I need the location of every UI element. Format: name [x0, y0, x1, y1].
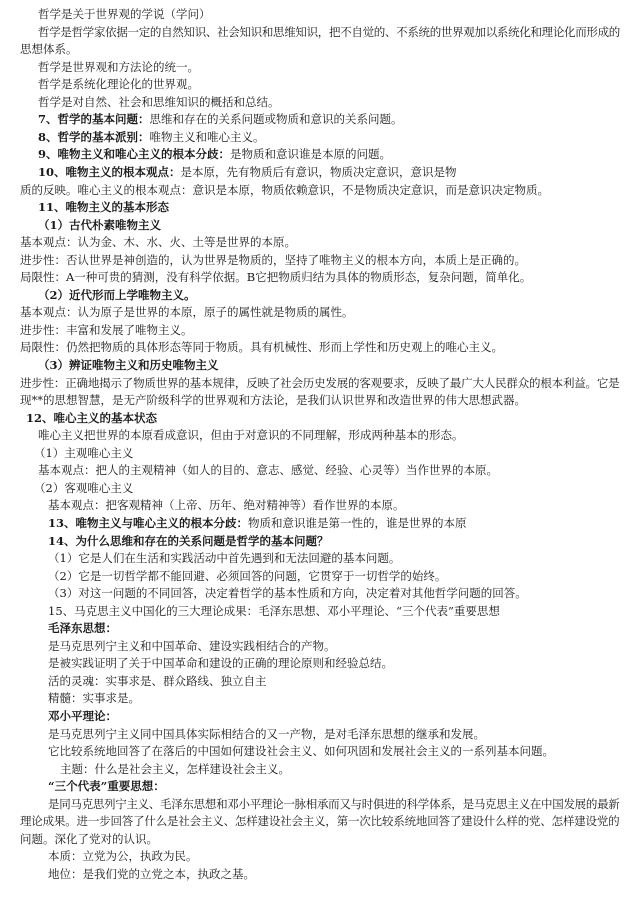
text-line — [20, 374, 620, 393]
line-text: 思想体系。 — [20, 42, 78, 57]
text-line — [48, 654, 393, 673]
line-text: 哲学是世界观和方法论的统一。 — [38, 59, 199, 74]
line-text: （2）客观唯心主义 — [34, 480, 134, 495]
text-line — [38, 145, 391, 164]
text-line — [48, 847, 198, 866]
line-heading: 9、唯物主义和唯心主义的根本分歧： — [38, 147, 230, 162]
line-text: 现**的思想智慧，是无产阶级科学的世界观和方法论，是我们认识世界和改造世界的伟大思想武器。 — [20, 393, 526, 408]
text-line — [38, 286, 196, 305]
line-text: 思维和存在的关系问题或物质和意识的关系问题。 — [149, 112, 403, 127]
text-line — [20, 251, 526, 270]
text-line — [20, 181, 549, 200]
text-line — [20, 268, 531, 287]
line-text: 主题：什么是社会主义，怎样建设社会主义。 — [60, 761, 290, 776]
text-line — [38, 426, 464, 445]
text-line — [60, 760, 290, 779]
line-heading: （1）古代朴素唯物主义 — [38, 217, 162, 232]
text-line — [48, 865, 255, 884]
text-line — [48, 637, 336, 656]
line-text: 局限性：仍然把物质的具体形态等同于物质。具有机械性、形而上学性和历史观上的唯心主义。 — [20, 340, 503, 355]
line-text: 基本观点：认为金、木、水、火、土等是世界的本原。 — [20, 235, 296, 250]
text-line — [38, 58, 199, 77]
line-text: 哲学是哲学家依据一定的自然知识、社会知识和思维知识，把不自觉的、不系统的世界观加以系统化和理论化而形成的 — [38, 24, 620, 39]
text-line — [38, 23, 620, 42]
text-line — [20, 830, 158, 849]
line-heading: 毛泽东思想： — [48, 621, 117, 636]
line-text: （1）主观唯心主义 — [34, 445, 134, 460]
line-text: 物质和意识谁是第一性的，谁是世界的本原 — [248, 515, 467, 530]
line-text: 进步性：丰富和发展了唯物主义。 — [20, 322, 193, 337]
text-line — [38, 5, 211, 24]
line-heading: “三个代表”重要思想： — [48, 779, 165, 794]
text-line — [20, 40, 78, 59]
line-text: 活的灵魂：实事求是、群众路线、独立自主 — [48, 673, 267, 688]
text-line — [34, 479, 133, 498]
text-line — [38, 128, 265, 147]
text-line — [38, 110, 403, 129]
line-heading: 14、为什么思维和存在的关系问题是哲学的基本问题？ — [48, 533, 329, 548]
text-line — [48, 496, 405, 515]
line-text: 基本观点：把人的主观精神（如人的目的、意志、感觉、经验、心灵等）当作世界的本原。 — [38, 463, 498, 478]
text-line — [38, 163, 457, 182]
text-line — [38, 93, 280, 112]
text-line — [20, 812, 620, 831]
line-text: 唯物主义和唯心主义。 — [149, 129, 265, 144]
text-line — [38, 356, 219, 375]
line-text: 是本原，先有物质后有意识，物质决定意识，意识是物 — [180, 164, 457, 179]
line-text: 它比较系统地回答了在落后的中国如何建设社会主义、如何巩固和发展社会主义的一系列基本问题。 — [48, 744, 554, 759]
text-line — [48, 707, 117, 726]
text-line — [48, 584, 527, 603]
line-text: 是被实践证明了关于中国革命和建设的正确的理论原则和经验总结。 — [48, 656, 393, 671]
line-heading: 7、哲学的基本问题： — [38, 112, 150, 127]
text-line — [20, 233, 296, 252]
text-line — [20, 303, 354, 322]
line-text: （3）对这一问题的不同回答，决定着哲学的基本性质和方向，决定着对其他哲学问题的回答。 — [48, 586, 527, 601]
text-line — [48, 777, 165, 796]
line-text: 是马克思列宁主义和中国革命、建设实践相结合的产物。 — [48, 638, 336, 653]
text-line — [48, 567, 446, 586]
text-line — [20, 391, 526, 410]
line-heading: 12、唯心主义的基本状态 — [26, 410, 158, 425]
line-text: 是马克思列宁主义同中国具体实际相结合的又一产物，是对毛泽东思想的继承和发展。 — [48, 726, 485, 741]
text-line — [38, 216, 161, 235]
line-heading: （2）近代形而上学唯物主义。 — [38, 287, 196, 302]
line-text: 基本观点：认为原子是世界的本原，原子的属性就是物质的属性。 — [20, 305, 354, 320]
text-line — [48, 725, 485, 744]
text-line — [38, 75, 199, 94]
line-text: 质的反映。唯心主义的根本观点：意识是本原，物质依赖意识，不是物质决定意识，而是意识决定物质。 — [20, 182, 549, 197]
text-line — [48, 795, 620, 814]
line-text: 哲学是对自然、社会和思维知识的概括和总结。 — [38, 94, 280, 109]
line-heading: 10、唯物主义的根本观点： — [38, 164, 181, 179]
line-heading: 邓小平理论： — [48, 709, 117, 723]
line-heading: 11、唯物主义的基本形态 — [38, 200, 170, 215]
text-line — [48, 514, 467, 533]
line-text: 局限性：A一种可贵的猜测，没有科学依据。B它把物质归结为具体的物质形态，复杂问题，简单化。 — [20, 270, 532, 285]
line-text: 精髓：实事求是。 — [48, 691, 140, 706]
line-text: 地位：是我们党的立党之本，执政之基。 — [48, 866, 255, 881]
line-text: （2）它是一切哲学都不能回避、必须回答的问题，它贯穿于一切哲学的始终。 — [48, 568, 447, 583]
line-text: 问题。深化了党对的认识。 — [20, 831, 158, 846]
line-heading: 13、唯物主义与唯心主义的根本分歧： — [48, 515, 249, 530]
line-text: 进步性：否认世界是神创造的，认为世界是物质的，坚持了唯物主义的根本方向，本质上是正确的。 — [20, 252, 526, 267]
text-line — [48, 742, 554, 761]
line-text: 本质：立党为公，执政为民。 — [48, 849, 198, 864]
line-text: 是同马克思列宁主义、毛泽东思想和邓小平理论一脉相承而又与时俱进的科学体系，是马克思主义在中国发展的最新 — [48, 796, 620, 811]
text-line — [48, 672, 267, 691]
text-line — [20, 338, 503, 357]
line-text: （1）它是人们在生活和实践活动中首先遇到和无法回避的基本问题。 — [48, 551, 401, 566]
text-line — [48, 549, 400, 568]
text-line — [48, 602, 500, 621]
line-text: 理论成果。进一步回答了什么是社会主义、怎样建设社会主义，第一次比较系统地回答了建设什么样的党、怎样建设党的 — [20, 814, 620, 829]
text-line — [48, 689, 140, 708]
line-heading: 8、哲学的基本派别： — [38, 129, 150, 144]
line-text: 进步性：正确地揭示了物质世界的基本规律，反映了社会历史发展的客观要求，反映了最广大人民群众的根本利益。它是 — [20, 375, 620, 390]
line-text: 哲学是系统化理论化的世界观。 — [38, 77, 199, 92]
line-text: 基本观点：把客观精神（上帝、历年、绝对精神等）看作世界的本原。 — [48, 498, 405, 513]
text-line — [38, 461, 498, 480]
line-text: 是物质和意识谁是本原的问题。 — [230, 147, 391, 162]
line-text: 唯心主义把世界的本原看成意识，但由于对意识的不同理解，形成两种基本的形态。 — [38, 428, 464, 443]
line-text: 哲学是关于世界观的学说（学问） — [38, 7, 211, 21]
line-text: 15、马克思主义中国化的三大理论成果：毛泽东思想、邓小平理论、“三个代表”重要思想 — [48, 603, 500, 618]
text-line — [48, 532, 329, 551]
line-heading: （3）辨证唯物主义和历史唯物主义 — [38, 358, 219, 372]
text-line — [20, 321, 193, 340]
text-line — [26, 409, 157, 428]
text-line — [48, 619, 117, 638]
text-line — [38, 198, 169, 217]
text-line — [34, 444, 133, 463]
